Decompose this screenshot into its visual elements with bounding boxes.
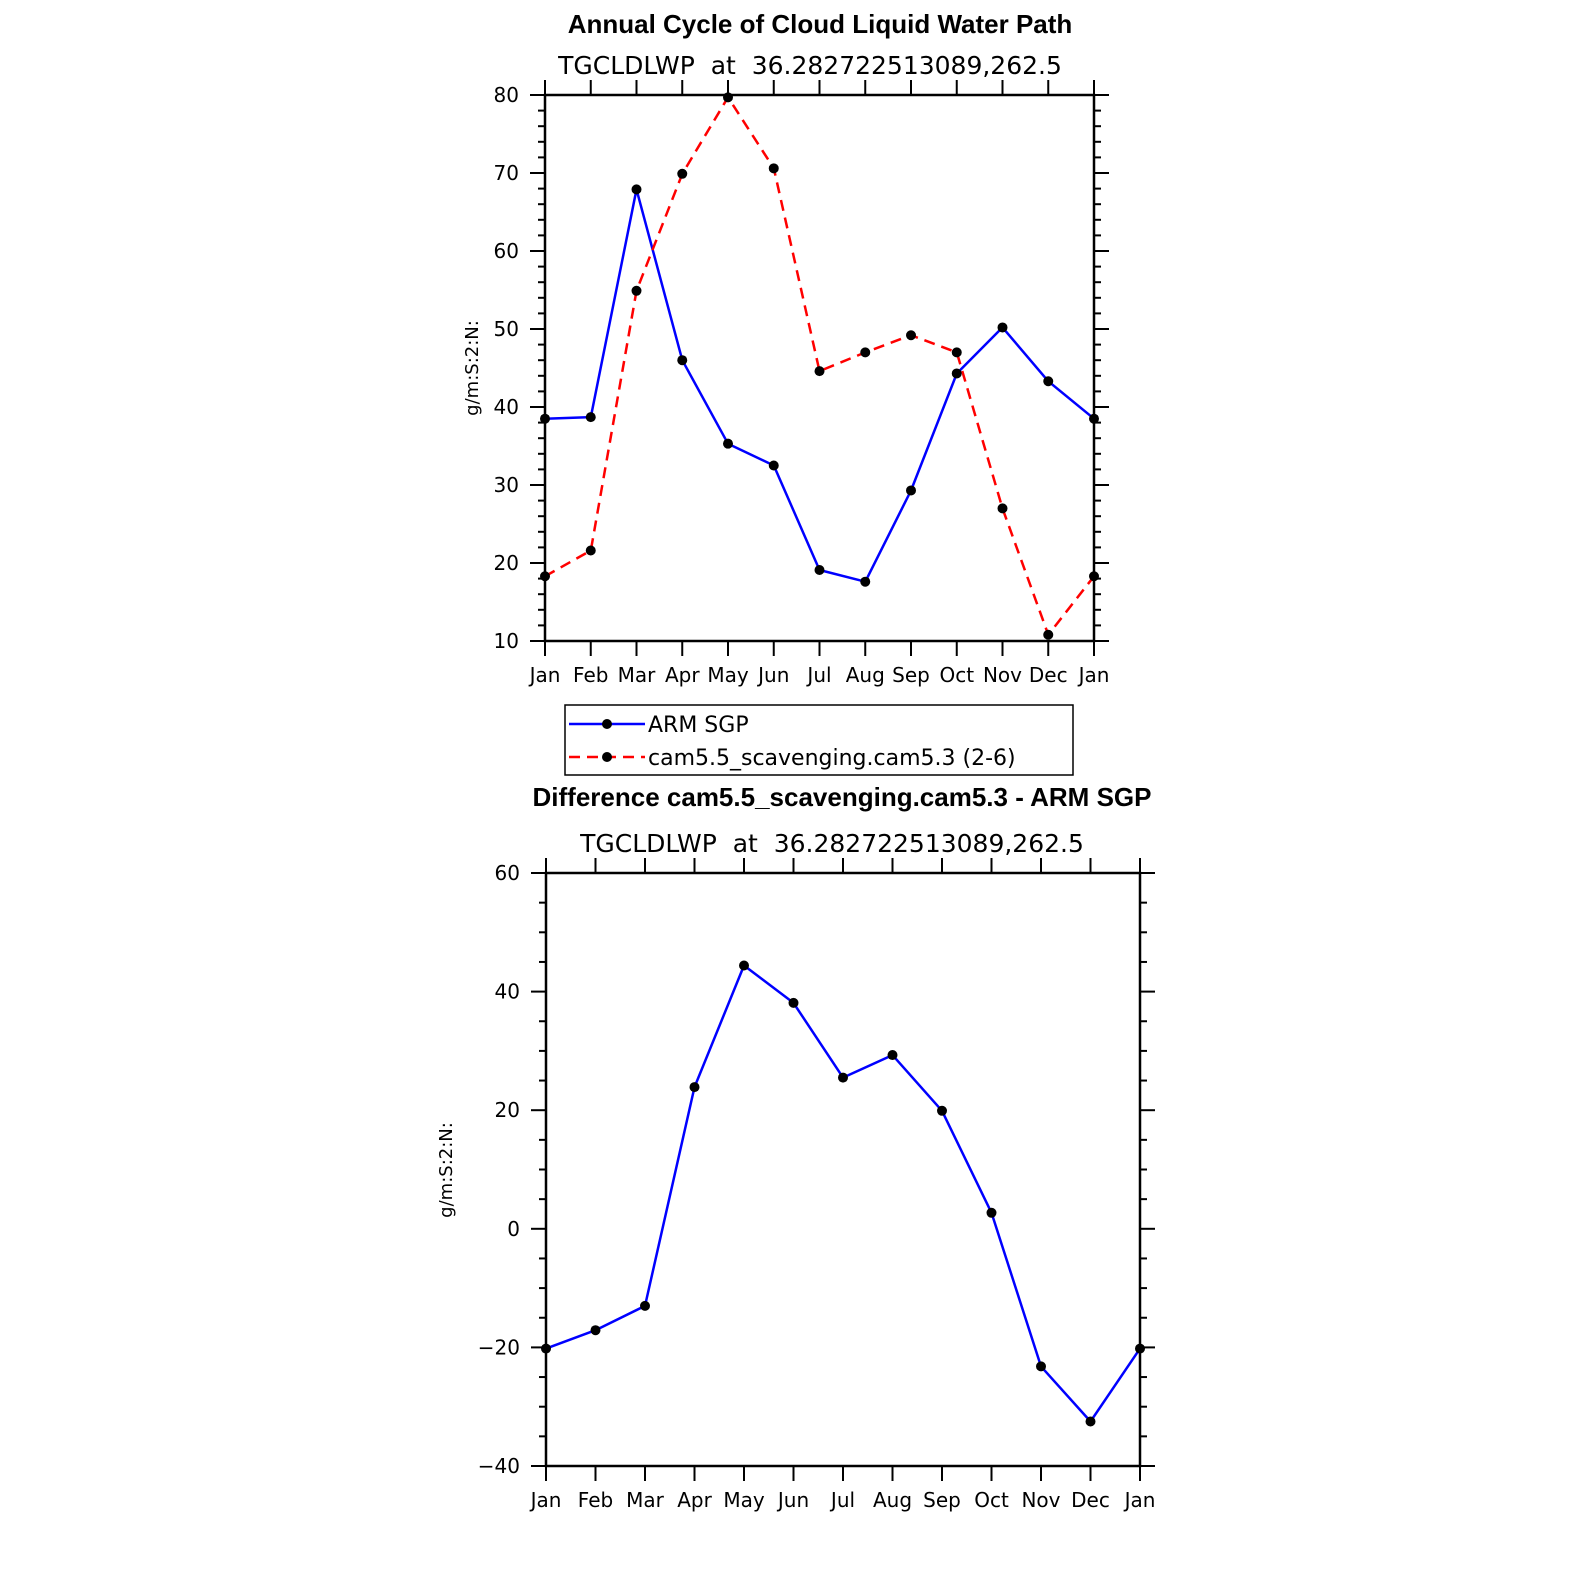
series-2-point	[540, 571, 550, 581]
x-tick-label: Sep	[923, 1488, 961, 1512]
y-tick-label: −40	[477, 1454, 520, 1478]
x-tick-label: Aug	[845, 663, 885, 687]
y-tick-label: 40	[494, 979, 520, 1004]
series-1-point	[1086, 1417, 1096, 1427]
legend-label: ARM SGP	[648, 713, 749, 738]
x-tick-label: Jan	[1078, 663, 1110, 687]
panel-1-ticks	[494, 80, 1110, 687]
x-tick-label: Feb	[577, 1488, 614, 1512]
x-tick-label: Jan	[529, 663, 561, 687]
series-1-point	[690, 1082, 700, 1092]
x-tick-label: Jul	[807, 663, 832, 687]
y-tick-label: 0	[507, 1216, 520, 1241]
series-1-point	[952, 368, 962, 378]
series-1-point	[540, 414, 550, 424]
x-tick-label: Dec	[1071, 1488, 1110, 1512]
series-1-point	[838, 1073, 848, 1083]
series-1-point	[640, 1301, 650, 1311]
y-tick-label: −20	[477, 1335, 520, 1360]
series-1-point	[1089, 414, 1099, 424]
legend-swatch-marker	[602, 719, 612, 729]
y-tick-label: 20	[493, 551, 519, 575]
series-1-point	[815, 565, 825, 575]
panel-2-y-axis-label: g/m:S:2:N:	[436, 1122, 457, 1218]
legend	[565, 705, 1073, 775]
series-2-point	[632, 286, 642, 296]
x-tick-label: Nov	[982, 663, 1023, 687]
series-2-point	[586, 546, 596, 556]
x-tick-label: Sep	[892, 663, 930, 687]
series-1-point	[789, 998, 799, 1008]
series-1-point	[723, 439, 733, 449]
y-tick-label: 60	[493, 239, 519, 263]
series-2-point	[723, 92, 733, 102]
series-2-point	[1089, 571, 1099, 581]
x-tick-label: Jan	[1124, 1488, 1156, 1512]
series-1-point	[888, 1050, 898, 1060]
y-tick-label: 30	[493, 473, 519, 497]
series-line-1	[545, 189, 1094, 581]
series-1-point	[677, 355, 687, 365]
series-2-point	[677, 169, 687, 179]
x-tick-label: Jan	[530, 1488, 562, 1512]
series-1-point	[632, 184, 642, 194]
difference-panel	[436, 782, 1155, 1512]
x-tick-label: Jul	[830, 1488, 856, 1512]
y-tick-label: 80	[493, 83, 519, 107]
series-2-point	[952, 347, 962, 357]
series-1-point	[769, 461, 779, 471]
y-tick-label: 10	[493, 629, 519, 653]
series-1-point	[586, 412, 596, 422]
series-1-point	[1135, 1344, 1145, 1354]
panel-1-title: Annual Cycle of Cloud Liquid Water Path	[567, 9, 1073, 39]
x-tick-label: Aug	[872, 1488, 913, 1512]
series-2-point	[815, 366, 825, 376]
x-tick-label: May	[707, 663, 749, 687]
x-tick-label: Nov	[1021, 1488, 1061, 1512]
series-1-point	[1043, 376, 1053, 386]
series-1-point	[937, 1106, 947, 1116]
series-line-1	[546, 966, 1140, 1422]
legend-label: cam5.5_scavenging.cam5.3 (2-6)	[648, 746, 1016, 771]
x-tick-label: Mar	[617, 663, 656, 687]
x-tick-label: Apr	[664, 663, 700, 687]
series-1-point	[998, 322, 1008, 332]
x-tick-label: Jun	[777, 1488, 810, 1512]
series-1-point	[1036, 1361, 1046, 1371]
x-tick-label: Oct	[939, 663, 975, 687]
series-1-point	[906, 485, 916, 495]
legend-swatch-marker	[602, 752, 612, 762]
panel-2-series	[541, 961, 1145, 1427]
series-line-2	[545, 97, 1094, 635]
series-2-point	[860, 347, 870, 357]
series-1-point	[591, 1325, 601, 1335]
series-2-point	[1043, 630, 1053, 640]
y-tick-label: 50	[493, 317, 519, 341]
x-tick-label: Apr	[677, 1488, 712, 1512]
series-1-point	[987, 1208, 997, 1218]
x-tick-label: Feb	[573, 663, 609, 687]
panel-2-title: Difference cam5.5_scavenging.cam5.3 - ARM SGP	[532, 782, 1152, 812]
annual-cycle-panel	[462, 9, 1109, 775]
panel-2-ticks	[478, 858, 1156, 1512]
x-tick-label: Jun	[758, 663, 790, 687]
panel-1-subtitle: TGCLDLWP at 36.282722513089,262.5	[558, 51, 1062, 80]
y-tick-label: 20	[494, 1098, 520, 1123]
series-2-point	[998, 503, 1008, 513]
panel-1-series	[540, 92, 1099, 639]
y-tick-label: 40	[493, 395, 519, 419]
panel-1-y-axis-label: g/m:S:2:N:	[462, 320, 483, 416]
y-tick-label: 70	[493, 161, 519, 185]
x-tick-label: May	[723, 1488, 765, 1512]
series-1-point	[541, 1344, 551, 1354]
series-2-point	[906, 330, 916, 340]
panel-2-subtitle: TGCLDLWP at 36.282722513089,262.5	[580, 829, 1084, 858]
x-tick-label: Dec	[1028, 663, 1068, 687]
x-tick-label: Oct	[974, 1488, 1009, 1512]
series-1-point	[860, 577, 870, 587]
x-tick-label: Mar	[626, 1488, 664, 1512]
series-1-point	[739, 961, 749, 971]
series-2-point	[769, 163, 779, 173]
y-tick-label: 60	[494, 861, 520, 885]
